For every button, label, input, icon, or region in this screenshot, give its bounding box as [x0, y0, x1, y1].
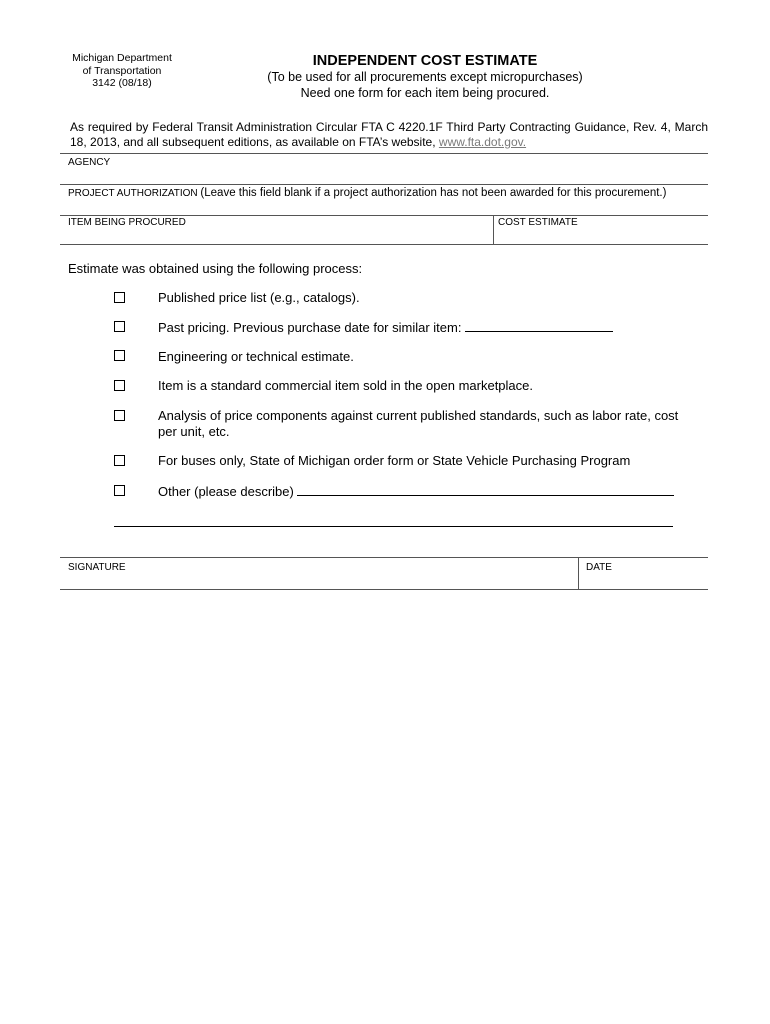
department-name: Michigan Department: [72, 52, 172, 64]
divider-signature-bottom: [60, 589, 708, 590]
page-title: INDEPENDENT COST ESTIMATE: [312, 53, 538, 69]
cost-estimate-field[interactable]: [494, 216, 708, 244]
checkbox-published-price-list[interactable]: [114, 292, 125, 303]
signature-label: SIGNATURE: [68, 562, 126, 573]
item-being-procured-field[interactable]: [60, 216, 492, 244]
option-engineering-estimate: Engineering or technical estimate.: [158, 349, 354, 364]
divider-item-bottom: [60, 244, 708, 245]
subtitle-line-1: (To be used for all procurements except micropurchases): [267, 70, 583, 84]
past-pricing-date-field[interactable]: [465, 319, 613, 332]
intro-paragraph: [70, 120, 708, 150]
subtitle: [180, 70, 670, 101]
option-published-price-list: Published price list (e.g., catalogs).: [158, 290, 360, 305]
option-other: Other (please describe): [158, 484, 298, 499]
agency-field[interactable]: [60, 153, 708, 184]
department-name-line2: of Transportation: [82, 64, 162, 77]
project-auth-label: PROJECT AUTHORIZATION: [68, 188, 198, 199]
fta-website-link[interactable]: www.fta.dot.gov.: [438, 135, 527, 149]
checkbox-bus-order-form[interactable]: [114, 455, 125, 466]
option-other-row: [158, 483, 693, 500]
checkbox-price-analysis[interactable]: [114, 410, 125, 421]
option-commercial-item: Item is a standard commercial item sold in the open marketplace.: [158, 378, 534, 393]
option-bus-order-form: For buses only, State of Michigan order form or State Vehicle Purchasing Program: [158, 453, 631, 468]
option-past-pricing: Past pricing. Previous purchase date for similar item:: [158, 320, 466, 335]
date-label: DATE: [586, 562, 612, 573]
option-price-analysis: Analysis of price components against current published standards, such as labor rate, cost per unit, etc.: [158, 408, 679, 439]
department-block: [58, 52, 186, 90]
intro-text: As required by Federal Transit Administration Circular FTA C 4220.1F Third Party Contracting Guidance, Rev. 4, March 18, 2013, and all subsequent editions, as available on FTA’s website,: [70, 120, 708, 149]
process-heading: Estimate was obtained using the following process:: [68, 261, 363, 276]
signature-field[interactable]: [60, 558, 577, 589]
project-authorization-field[interactable]: [60, 185, 708, 215]
project-auth-note: (Leave this field blank if a project authorization has not been awarded for this procurement.): [200, 187, 667, 199]
checkbox-commercial-item[interactable]: [114, 380, 125, 391]
subtitle-line-2: Need one form for each item being procured.: [300, 85, 550, 100]
date-field[interactable]: [579, 558, 708, 589]
other-description-field[interactable]: [297, 483, 674, 496]
checkbox-other[interactable]: [114, 485, 125, 496]
cost-label: COST ESTIMATE: [498, 217, 578, 228]
other-description-line-2[interactable]: [114, 526, 673, 527]
form-number: 3142 (08/18): [92, 77, 152, 89]
item-label: ITEM BEING PROCURED: [68, 217, 186, 228]
checkbox-engineering-estimate[interactable]: [114, 350, 125, 361]
checkbox-past-pricing[interactable]: [114, 321, 125, 332]
option-past-pricing-row: [158, 319, 693, 336]
agency-label: AGENCY: [68, 157, 111, 168]
